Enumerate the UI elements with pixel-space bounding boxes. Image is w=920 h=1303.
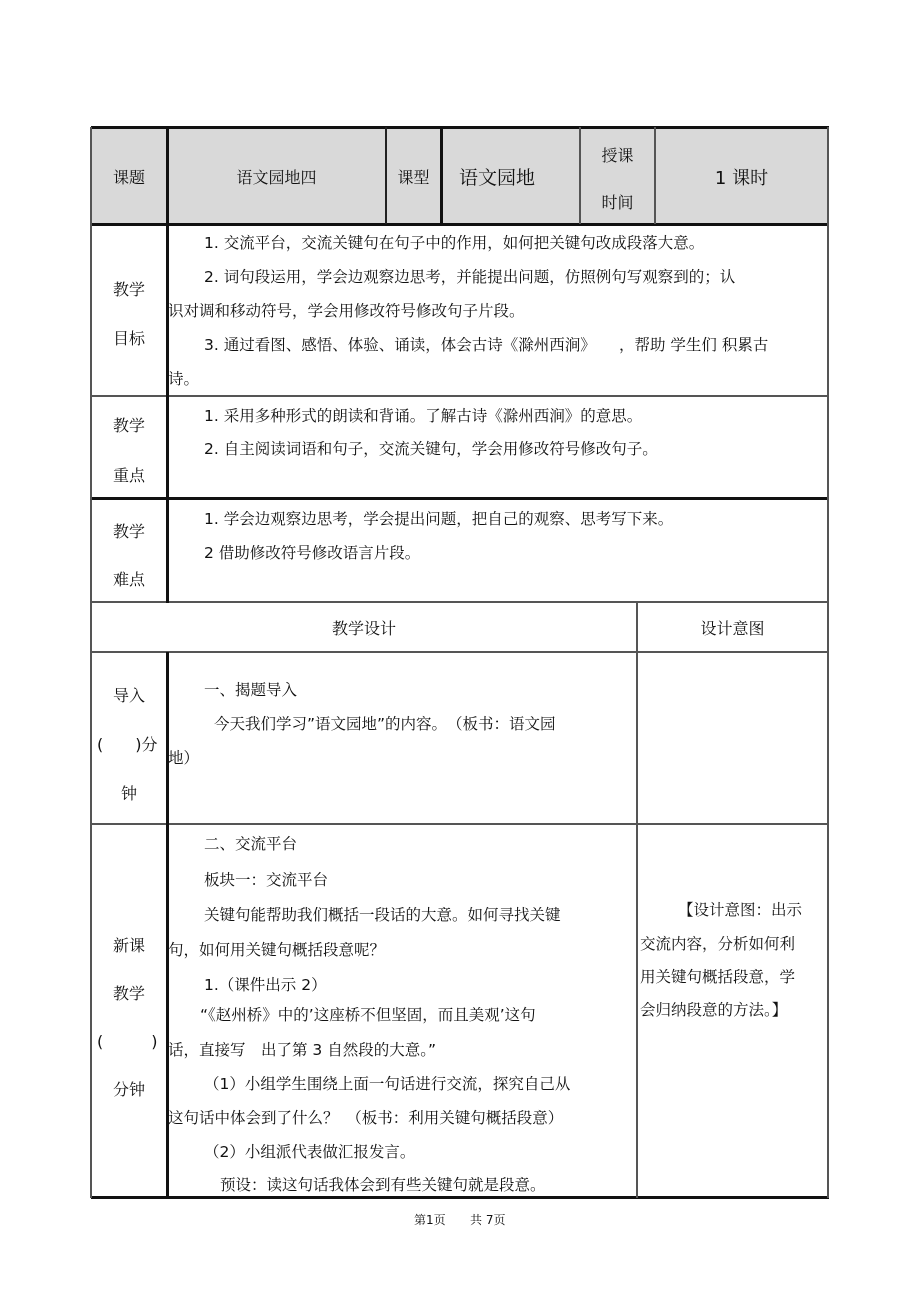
new-lesson-line-4: 句，如何用关键句概括段意呢？ xyxy=(168,941,386,959)
keypoint-line-1: 1. 采用多种形式的朗读和背诵。了解古诗《滁州西涧》的意思。 xyxy=(204,407,643,425)
table-right-border xyxy=(827,127,829,1198)
intent-column-border xyxy=(636,602,638,1198)
keypoints-label xyxy=(92,397,166,497)
objectives-label-line2: 目标 xyxy=(112,329,145,348)
new-lesson-intent-line-2: 交流内容，分析如何利 xyxy=(640,935,796,953)
new-lesson-line-3: 关键句能帮助我们概括一段话的大意。如何寻找关键 xyxy=(204,906,561,924)
new-lesson-line-1: 二、交流平台 xyxy=(204,835,298,853)
time-label-line1: 授课 xyxy=(601,146,634,165)
difficulty-line-1: 1. 学会边观察边思考，学会提出问题，把自己的观察、思考写下来。 xyxy=(204,510,674,528)
intro-bottom-border xyxy=(91,823,829,825)
new-lesson-label-line1: 新课 xyxy=(112,936,145,955)
keypoint-line-2: 2. 自主阅读词语和句子，交流关键句，学会用修改符号修改句子。 xyxy=(204,440,658,458)
objective-line-5: 诗。 xyxy=(168,370,200,388)
time-value: 1 课时 xyxy=(714,167,769,189)
topic-value: 语文园地四 xyxy=(236,168,317,187)
intent-column-header: 设计意图 xyxy=(700,618,765,638)
intro-line-1: 一、揭题导入 xyxy=(204,681,298,699)
intro-label-line2: ( )分 xyxy=(97,735,158,754)
type-value: 语文园地 xyxy=(459,167,536,189)
new-lesson-label-line4: 分钟 xyxy=(112,1080,145,1099)
objective-line-2: 2. 词句段运用，学会边观察边思考，并能提出问题，仿照例句写观察到的；认 xyxy=(204,268,736,286)
objective-line-3: 识对调和移动符号，学会用修改符号修改句子片段。 xyxy=(168,302,525,320)
difficulty-line-2: 2 借助修改符号修改语言片段。 xyxy=(204,544,421,562)
objectives-label-line1: 教学 xyxy=(112,280,145,299)
keypoints-label-line1: 教学 xyxy=(112,416,145,435)
new-lesson-label-line2: 教学 xyxy=(112,984,145,1003)
total-pages: 共 7页 xyxy=(470,1213,506,1227)
time-label xyxy=(581,129,654,224)
time-label-line2: 时间 xyxy=(601,193,634,212)
objectives-label xyxy=(92,225,166,395)
new-lesson-label-line3: ( ) xyxy=(97,1032,158,1051)
difficulties-label-line1: 教学 xyxy=(112,522,145,541)
new-lesson-line-2: 板块一：交流平台 xyxy=(204,871,329,889)
page-number: 第1页 xyxy=(414,1213,446,1227)
new-lesson-line-9: 这句话中体会到了什么？ （板书：利用关键句概括段意） xyxy=(168,1109,564,1127)
design-column-header: 教学设计 xyxy=(331,618,396,638)
intro-label xyxy=(92,653,166,823)
objective-line-4: 3. 通过看图、感悟、体验、诵读，体会古诗《滁州西涧》 ，帮助 学生们 积累古 xyxy=(204,336,769,354)
new-lesson-line-6: “《赵州桥》中的’这座桥不但坚固，而且美观’这句 xyxy=(200,1006,536,1024)
new-lesson-label xyxy=(92,825,166,1196)
new-lesson-line-8: （1）小组学生围绕上面一句话进行交流，探究自己从 xyxy=(204,1075,571,1093)
new-lesson-line-5: 1.（课件出示 2） xyxy=(204,976,327,994)
new-lesson-line-7: 话，直接写 出了第 3 自然段的大意。” xyxy=(168,1041,436,1059)
topic-label: 课题 xyxy=(112,168,145,187)
new-lesson-intent-line-4: 会归纳段意的方法。】 xyxy=(640,1001,788,1019)
objectives-bottom-border xyxy=(91,395,829,397)
intro-label-line1: 导入 xyxy=(112,686,145,705)
keypoints-label-line2: 重点 xyxy=(112,466,145,485)
keypoints-bottom-border xyxy=(91,497,829,500)
type-label: 课型 xyxy=(397,168,430,187)
difficulties-label xyxy=(92,500,166,601)
intro-label-line3: 钟 xyxy=(120,784,137,803)
intro-line-2: 今天我们学习”语文园地”的内容。 （板书：语文园 xyxy=(214,715,556,733)
new-lesson-line-11: 预设：读这句话我体会到有些关键句就是段意。 xyxy=(220,1176,546,1194)
new-lesson-intent-line-3: 用关键句概括段意，学 xyxy=(640,968,796,986)
difficulties-label-line2: 难点 xyxy=(112,570,145,589)
table-bottom-border xyxy=(91,1196,829,1199)
new-lesson-line-10: （2）小组派代表做汇报发言。 xyxy=(204,1143,416,1161)
objective-line-1: 1. 交流平台，交流关键句在句子中的作用，如何把关键句改成段落大意。 xyxy=(204,234,705,252)
design-header-bottom-border xyxy=(91,651,829,653)
new-lesson-intent-line-1: 【设计意图：出示 xyxy=(678,901,803,919)
intro-line-3: 地） xyxy=(168,749,200,767)
